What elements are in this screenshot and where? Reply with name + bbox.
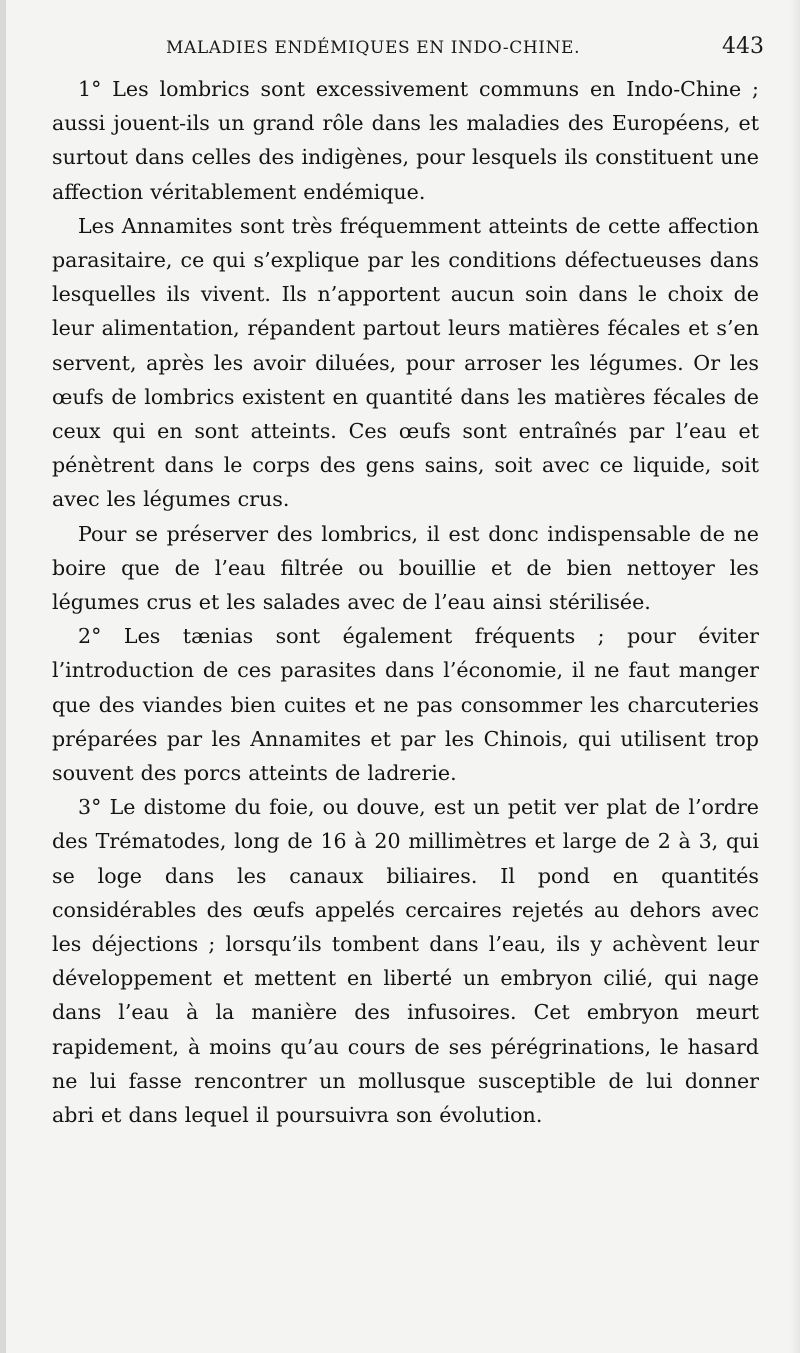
running-head: MALADIES ENDÉMIQUES EN INDO-CHINE. (166, 38, 581, 58)
page-number: 443 (722, 34, 764, 59)
body-text (52, 72, 759, 1132)
paragraph-distome: 3° Le distome du foie, ou douve, est un petit ver plat de l’ordre des Trématodes, long de 16 à 20 millimètres et large de 2 à 3, qui se loge dans les canaux biliaires. Il pond en quantités considérables des œufs appelés cercaires rejetés au dehors avec les déjections ; lorsqu’ils tombent dans l’eau, ils y achèvent leur développement et mettent en liberté un embryon cilié, qui nage dans l’eau à la manière des infusoires. Cet embryon meurt rapidement, à moins qu’au cours de ses pérégrinations, le hasard ne lui fasse rencontrer un mollusque susceptible de lui donner abri et dans lequel il poursuivra son évolution. (52, 795, 759, 1128)
paragraph-lombrics-intro: 1° Les lombrics sont excessivement communs en Indo-Chine ; aussi jouent-ils un grand rôle dans les maladies des Européens, et surtout dans celles des indigènes, pour lesquels ils constituent une affection véritablement endémique. (52, 77, 759, 204)
paragraph-annamites: Les Annamites sont très fréquemment atteints de cette affection parasitaire, ce qui s’explique par les conditions défectueuses dans lesquelles ils vivent. Ils n’apportent aucun soin dans le choix de leur alimentation, répandent partout leurs matières fécales et s’en servent, après les avoir diluées, pour arroser les légumes. Or les œufs de lombrics existent en quantité dans les matières fécales de ceux qui en sont atteints. Ces œufs sont entraînés par l’eau et pénètrent dans le corps des gens sains, soit avec ce liquide, soit avec les légumes crus. (52, 213, 759, 512)
paragraph-prevention: Pour se préserver des lombrics, il est donc indispensable de ne boire que de l’eau filtrée ou bouillie et de bien nettoyer les légumes crus et les salades avec de l’eau ainsi stérilisée. (52, 521, 759, 615)
page-header (156, 34, 764, 64)
paragraph-taenias: 2° Les tænias sont également fréquents ; pour éviter l’introduction de ces parasites dans l’économie, il ne faut manger que des viandes bien cuites et ne pas consommer les charcuteries préparées par les Annamites et par les Chinois, qui utilisent trop souvent des porcs atteints de ladrerie. (52, 624, 759, 786)
